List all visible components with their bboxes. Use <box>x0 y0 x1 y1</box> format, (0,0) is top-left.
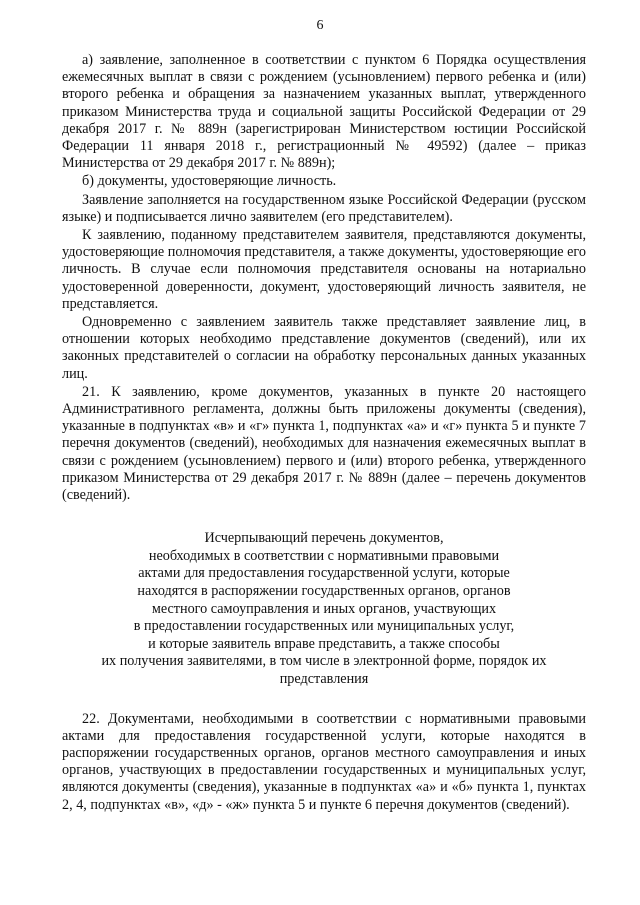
paragraph-item-b: б) документы, удостоверяющие личность. <box>82 173 337 190</box>
section-title-line: и которые заявитель вправе представить, а также способы <box>148 635 500 652</box>
section-title-line: актами для предоставления государственной услуги, которые <box>138 565 510 582</box>
paragraph-representative: К заявлению, поданному представителем заявителя, представляются документы, удостоверяющие полномочия представителя, а также документы, удостоверяющие его личность. В случае если полномочия представителя основаны на нотариально удостоверенной доверенности, документ, удостоверяющий личность заявителя, не представляется. <box>62 227 586 312</box>
paragraph-consent: Одновременно с заявлением заявитель также представляет заявление лиц, в отношении которых необходимо представление документов (сведений), или их законных представителей о согласии на обработку персональных данных указанных лиц. <box>62 314 586 382</box>
page-number: 6 <box>316 18 324 33</box>
paragraph-language: Заявление заполняется на государственном языке Российской Федерации (русском языке) и подписывается лично заявителем (его представителем). <box>62 191 586 225</box>
paragraph-22: 22. Документами, необходимыми в соответствии с нормативными правовыми актами для предоставления государственной услуги, которые находятся в распоряжении государственных органов, органов местного самоуправления и иных органов, участвующих в предоставлении государственных и муниципальных услуг, являются документы (сведения), указанные в подпунктах «а» и «б» пункта 1, пунктах 2, 4, подпунктах «в», «д» - «ж» пункта 5 и пункте 6 перечня документов (сведений). <box>62 710 586 813</box>
section-title-line: находятся в распоряжении государственных органов, органов <box>137 583 511 600</box>
paragraph-item-a: а) заявление, заполненное в соответствии с пунктом 6 Порядка осуществления ежемесячных выплат в связи с рождением (усыновлением) первого ребенка и (или) второго ребенка и обращения за назначением указанных выплат, утвержденного приказом Министерства труда и социальной защиты Российской Федерации от 29 декабря 2017 г. № 889н (зарегистрирован Министерством юстиции Российской Федерации 11 января 2018 г., регистрационный № 49592) (далее – приказ Министерства от 29 декабря 2017 г. № 889н); <box>62 52 586 172</box>
section-title-line: в предоставлении государственных или муниципальных услуг, <box>133 618 515 635</box>
document-body <box>62 52 586 815</box>
section-title-line: представления <box>279 671 369 688</box>
section-title-line: местного самоуправления и иных органов, участвующих <box>151 600 497 617</box>
section-title-line: необходимых в соответствии с нормативными правовыми <box>148 547 500 564</box>
section-title-line: Исчерпывающий перечень документов, <box>204 530 444 547</box>
section-title <box>62 530 586 688</box>
section-title-line: их получения заявителями, в том числе в электронной форме, порядок их <box>101 653 547 670</box>
paragraph-21: 21. К заявлению, кроме документов, указанных в пункте 20 настоящего Административного регламента, должны быть приложены документы (сведения), указанные в подпунктах «в» и «г» пункта 1, подпунктах «а» и «г» пункта 5 и пункте 7 перечня документов (сведений), необходимых для назначения ежемесячных выплат в связи с рождением (усыновлением) первого и (или) второго ребенка, утвержденного приказом Министерства от 29 декабря 2017 г. № 889н (далее – перечень документов (сведений). <box>62 383 586 504</box>
